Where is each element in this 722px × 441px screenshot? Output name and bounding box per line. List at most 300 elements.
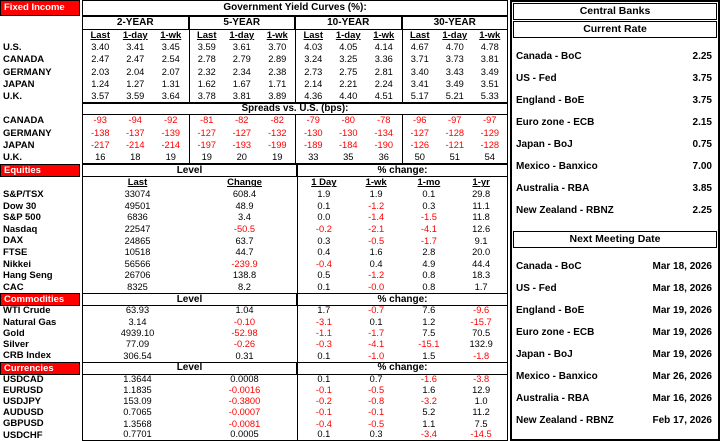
currency-value: -14.5 [455,430,508,441]
yield-value: 4.36 [295,91,331,103]
equity-row [0,259,508,271]
spread-value: -81 [189,115,225,127]
current-rate-value: 3.75 [692,95,712,107]
row-label: EURUSD [3,384,44,396]
equity-value: 6836 [82,212,192,224]
currency-value: -3.4 [403,430,456,441]
row-label: Nikkei [3,258,31,270]
fixed-income-header-row [0,0,508,16]
spread-value: -97 [473,115,509,127]
spread-value: 16 [82,152,118,164]
next-meeting-name: Mexico - Banxico [516,370,598,382]
current-rate-row [512,95,718,106]
commodity-row [0,317,508,328]
row-label: S&P 500 [3,212,41,224]
equity-value: 0.8 [422,270,436,281]
row-label: USDCAD [3,373,44,385]
yield-value: 3.40 [82,42,118,54]
currency-value: 12.9 [455,385,508,396]
yield-value: 2.81 [374,66,393,77]
commodity-value: -3.1 [297,317,350,328]
row-label: Natural Gas [3,316,57,328]
row-label: GBPUSD [3,418,44,430]
central-banks-panel [510,0,720,441]
equities-label-wrap [0,164,82,177]
spacer [0,16,82,30]
fixed-income-section-label: Fixed Income [0,0,80,16]
commodity-value: 0.1 [297,351,350,362]
currency-value: 0.0008 [230,373,259,384]
equity-value: 0.1 [297,282,350,294]
spread-value: -197 [189,140,225,152]
row-label: USDJPY [3,396,42,408]
commodity-value: 3.14 [82,317,192,328]
next-meeting-name: US - Fed [516,282,557,294]
spread-value: -129 [473,127,509,139]
yield-value: 3.43 [445,66,464,77]
commodities-table-body [0,305,508,361]
yield-value: 3.59 [118,91,154,103]
yield-value: 4.70 [445,42,464,53]
commodity-value: -0.10 [233,316,256,327]
yield-column-header: 1-wk [160,29,182,41]
yield-value: 3.73 [445,54,464,65]
yield-value: 3.70 [268,42,287,53]
currency-value: 1.6 [422,385,436,396]
row-label: JAPAN [3,139,35,151]
currency-value: 0.7 [369,373,383,384]
yield-value: 3.41 [126,42,145,53]
yield-value: 2.47 [126,54,145,65]
yield-value: 2.78 [189,54,225,66]
current-rate-value: 2.25 [692,205,712,217]
spread-value: 19 [153,152,189,164]
equity-value: 0.3 [422,200,436,211]
commodity-value: 0.31 [235,350,254,361]
currency-value: 0.7065 [82,407,192,418]
current-rate-header: Current Rate [513,21,717,38]
currency-value: 7.5 [455,419,508,430]
equity-value: 1.9 [369,189,383,200]
equity-value: -2.1 [368,223,385,234]
spread-value: -97 [448,115,462,126]
equity-value: 8325 [82,282,192,294]
yield-value: 3.51 [473,79,509,91]
next-meeting-row [512,261,718,272]
spreads-title-row [0,103,508,115]
equity-value: 12.6 [455,224,508,236]
row-label: Gold [3,327,25,339]
yield-value: 3.81 [473,54,509,66]
yield-value: 1.67 [232,79,251,89]
yield-value: 3.78 [189,91,225,103]
commodity-value: 4939.10 [82,328,192,339]
commodities-header-row [0,293,508,305]
yield-value: 4.03 [295,42,331,54]
currency-value: 153.09 [82,396,192,407]
current-rate-value: 2.25 [692,51,712,63]
next-meeting-row [512,349,718,360]
currency-value: -1.6 [420,373,437,384]
equity-value: -1.7 [420,235,437,246]
row-label: WTI Crude [3,305,51,317]
yield-value: 2.38 [268,66,287,77]
equity-value: 8.2 [238,281,251,292]
yield-group-header: 2-YEAR [82,16,189,30]
current-rate-value: 3.75 [692,73,712,85]
commodity-value: 306.54 [82,351,192,362]
yield-column-header: 1-day [442,29,468,41]
current-rate-value: 2.15 [692,117,712,129]
spread-value: -138 [82,127,118,139]
yield-value: 3.57 [82,91,118,103]
equities-pct-change-header: % change: [297,164,508,177]
row-label: U.S. [3,42,22,53]
currency-value: -0.1 [297,385,350,396]
yield-group-header: 5-YEAR [189,16,296,30]
equity-value: -1.2 [368,200,385,211]
spread-value: 36 [366,152,402,164]
currency-value: -0.5 [368,385,385,396]
spread-value: -134 [374,127,394,138]
commodity-value: 1.5 [422,350,436,361]
equity-row [0,270,508,282]
equity-value: 138.8 [232,270,257,281]
equity-value: 44.7 [235,247,254,258]
equity-value: 1.7 [455,282,508,294]
equity-value: 20.0 [455,247,508,259]
equity-row [0,224,508,236]
commodity-value: 77.09 [82,339,192,350]
yield-value: 5.17 [402,91,438,103]
yield-value: 2.24 [374,79,393,89]
currency-value: 11.2 [455,407,508,418]
currency-value: -0.3800 [228,396,261,407]
commodity-value: 7.6 [422,305,436,316]
yield-value: 3.71 [402,54,438,66]
current-rate-name: US - Fed [516,73,557,85]
currency-value: -3.8 [455,374,508,385]
equities-column-header: Change [227,177,262,189]
spread-value: -199 [267,140,287,151]
equity-row [0,247,508,259]
current-rate-row [512,117,718,128]
currency-value: -0.5 [368,418,385,429]
equity-value: 56566 [82,259,192,271]
current-rate-name: Australia - RBA [516,183,590,195]
spread-value: -82 [270,115,284,126]
equity-value: -1.4 [368,212,385,223]
spread-value: -139 [161,127,181,138]
commodities-pct-change-header: % change: [297,293,508,306]
currency-value: 1.3568 [82,419,192,430]
next-meeting-row [512,371,718,382]
currency-value: 0.3 [350,430,403,441]
currency-value: -0.8 [368,396,385,407]
equity-row [0,201,508,213]
row-label: DAX [3,235,24,247]
spread-value: -214 [161,140,181,151]
commodity-value: 0.1 [369,316,383,327]
equity-value: 10518 [82,247,192,259]
equity-value: 0.1 [422,189,436,200]
spread-row [0,115,508,127]
spread-value: -184 [338,140,358,151]
next-meeting-name: Euro zone - ECB [516,326,595,338]
equity-value: -239.9 [231,258,258,269]
yield-value: 3.59 [189,42,225,54]
yield-value: 2.14 [295,79,331,91]
spread-value: -127 [232,127,252,138]
yield-value: 3.49 [445,79,464,89]
currency-value: 0.0005 [192,430,297,441]
current-rate-row [512,161,718,172]
spread-value: -78 [377,115,391,126]
yield-value: 3.45 [161,42,180,53]
next-meeting-name: New Zealand - RBNZ [516,414,614,426]
equity-value: 1.9 [297,189,350,201]
equities-column-header: 1-wk [365,177,387,189]
commodity-value: -15.7 [455,317,508,328]
row-label: CRB Index [3,350,52,362]
spread-value: -128 [445,127,465,138]
equity-value: -4.1 [420,223,437,234]
commodity-value: 132.9 [455,339,508,350]
yield-column-header: 1-wk [473,30,509,42]
row-label: Silver [3,339,29,351]
equities-column-header: 1-mo [417,177,441,189]
equity-value: 24865 [82,235,192,247]
yield-value: 3.36 [374,54,393,65]
spread-value: -128 [473,140,509,152]
equity-value: -1.2 [368,270,385,281]
yield-column-header: 1-day [335,29,361,41]
spread-value: -93 [82,115,118,127]
equity-value: 29.8 [455,189,508,201]
yield-value: 1.31 [161,79,180,89]
yield-value: 3.49 [473,66,509,78]
row-label: S&P/TSX [3,189,44,201]
yield-column-header: Last [295,30,331,42]
equity-value: 608.4 [232,189,257,200]
spread-value: 20 [224,152,260,164]
equity-value: 3.4 [238,212,251,223]
equity-value: -0.0 [368,281,385,292]
equity-value: 49501 [82,201,192,213]
equities-level-header: Level [82,164,297,177]
next-meeting-row [512,415,718,426]
next-meeting-value: Mar 19, 2026 [652,326,712,338]
spread-value: -92 [164,115,178,126]
equity-value: 1.6 [369,247,383,258]
spacer [0,177,82,189]
yield-column-header: 1-day [229,29,255,41]
next-meeting-list [512,248,718,440]
currencies-table-body [0,374,508,441]
spread-value: -214 [125,140,145,151]
yield-value: 2.03 [82,66,118,78]
equity-row [0,212,508,224]
equity-value: -0.4 [297,259,350,271]
yield-curves-title: Government Yield Curves (%): [82,0,508,16]
next-meeting-value: Mar 18, 2026 [652,282,712,294]
yield-value: 2.34 [232,66,251,77]
currency-row [0,385,508,396]
next-meeting-name: Japan - BoJ [516,348,573,360]
commodity-value: -0.7 [368,305,385,316]
commodities-section-label: Commodities [0,293,80,306]
commodities-level-header: Level [82,293,297,306]
yield-value: 1.71 [268,79,287,89]
spread-value: 19 [189,152,225,164]
currency-value: -0.1 [297,407,350,418]
row-label: U.K. [3,91,22,103]
spread-value: 51 [437,152,473,164]
spread-value: -121 [445,140,465,151]
commodity-value: -1.8 [455,351,508,362]
currency-row [0,419,508,430]
next-meeting-row [512,305,718,316]
yield-value: 2.75 [339,66,358,77]
spacer [0,103,82,115]
equity-value: 0.1 [297,201,350,213]
currencies-header-row [0,362,508,374]
equity-row [0,235,508,247]
yield-value: 2.54 [161,54,180,65]
commodity-value: -9.6 [455,305,508,316]
currency-value: 0.1 [297,374,350,385]
row-label: GERMANY [3,66,52,78]
next-meeting-header: Next Meeting Date [513,231,717,248]
yield-column-header: Last [189,30,225,42]
row-label: Hang Seng [3,270,53,282]
commodity-value: 1.04 [235,305,254,316]
row-label: JAPAN [3,78,35,90]
current-rate-value: 3.85 [692,183,712,195]
spread-row [0,127,508,139]
equity-value: 26706 [82,270,192,282]
current-rate-list [512,38,718,230]
commodity-row [0,305,508,316]
yield-value: 3.81 [224,91,260,103]
row-label: USDCHF [3,429,43,441]
equity-value: 2.8 [422,247,436,258]
spread-value: -189 [295,140,331,152]
row-label: Dow 30 [3,200,37,212]
equity-value: -1.5 [420,212,437,223]
yield-column-header: 1-wk [266,29,288,41]
equity-value: 44.4 [455,259,508,271]
next-meeting-value: Feb 17, 2026 [652,414,712,426]
yield-value: 2.73 [295,66,331,78]
yield-value: 4.40 [331,91,367,103]
yield-value: 2.32 [189,66,225,78]
row-label: CAC [3,281,24,293]
equities-column-header: 1-yr [455,177,508,189]
spread-value: -190 [374,140,394,151]
yield-value: 3.64 [153,91,189,103]
equities-column-header: Last [82,177,192,189]
currencies-pct-change-header: % change: [297,362,508,375]
current-rate-row [512,73,718,84]
equity-value: 22547 [82,224,192,236]
yield-value: 5.21 [437,91,473,103]
yield-row [0,79,508,91]
equity-value: 33074 [82,189,192,201]
next-meeting-value: Mar 26, 2026 [652,370,712,382]
yield-row [0,66,508,78]
equity-value: 9.1 [455,235,508,247]
equity-value: -0.5 [368,235,385,246]
spread-value: 19 [260,152,296,164]
equity-value: -50.5 [233,223,256,234]
yield-row [0,42,508,54]
currencies-section-label: Currencies [0,362,80,375]
currency-value: 5.2 [422,407,436,418]
spread-value: -127 [189,127,225,139]
currency-value: -0.1 [368,407,385,418]
spread-value: -193 [232,140,252,151]
yield-value: 1.24 [82,79,118,91]
equities-column-header: 1 Day [297,177,350,189]
currency-value: -0.0016 [228,385,261,396]
equity-value: 0.8 [422,281,436,292]
commodity-value: -0.26 [233,339,256,350]
yield-column-header-row [0,30,508,42]
yield-value: 4.67 [402,42,438,54]
current-rate-row [512,205,718,216]
yield-value: 2.47 [82,54,118,66]
commodity-value: 7.5 [422,328,436,338]
equity-value: 48.9 [235,200,254,211]
yield-value: 3.89 [260,91,296,103]
spread-value: -80 [341,115,355,126]
yield-group-header: 30-YEAR [402,16,509,30]
yield-value: 3.25 [339,54,358,65]
spread-value: -94 [128,115,142,126]
equity-value: 11.1 [455,201,508,213]
currency-value: 1.1835 [82,385,192,396]
current-rate-name: Japan - BoJ [516,139,573,151]
current-rate-name: Euro zone - ECB [516,117,595,129]
row-label: GERMANY [3,127,52,139]
yield-value: 1.62 [189,79,225,91]
commodity-row [0,339,508,350]
yield-value: 4.51 [366,91,402,103]
current-rate-name: Mexico - Banxico [516,161,598,173]
equity-value: 11.8 [455,212,508,224]
commodity-value: 1.2 [422,316,436,327]
currency-row [0,407,508,418]
row-label: CANADA [3,54,45,66]
yield-value: 2.21 [339,79,358,89]
commodity-value: -52.98 [231,328,258,338]
spread-value: -96 [402,115,438,127]
spread-value: 35 [331,152,367,164]
yield-column-header: 1-wk [373,29,395,41]
central-banks-title: Central Banks [513,3,717,20]
commodity-value: -1.0 [368,350,385,361]
currency-value: 0.7701 [82,430,192,441]
next-meeting-value: Mar 19, 2026 [652,348,712,360]
commodity-value: -1.1 [297,328,350,339]
spread-value: 54 [473,152,509,164]
current-rate-row [512,139,718,150]
equity-value: 63.7 [235,235,254,246]
equities-section-label: Equities [0,164,80,177]
yield-group-header-row [0,16,508,30]
spread-value: -126 [402,140,438,152]
